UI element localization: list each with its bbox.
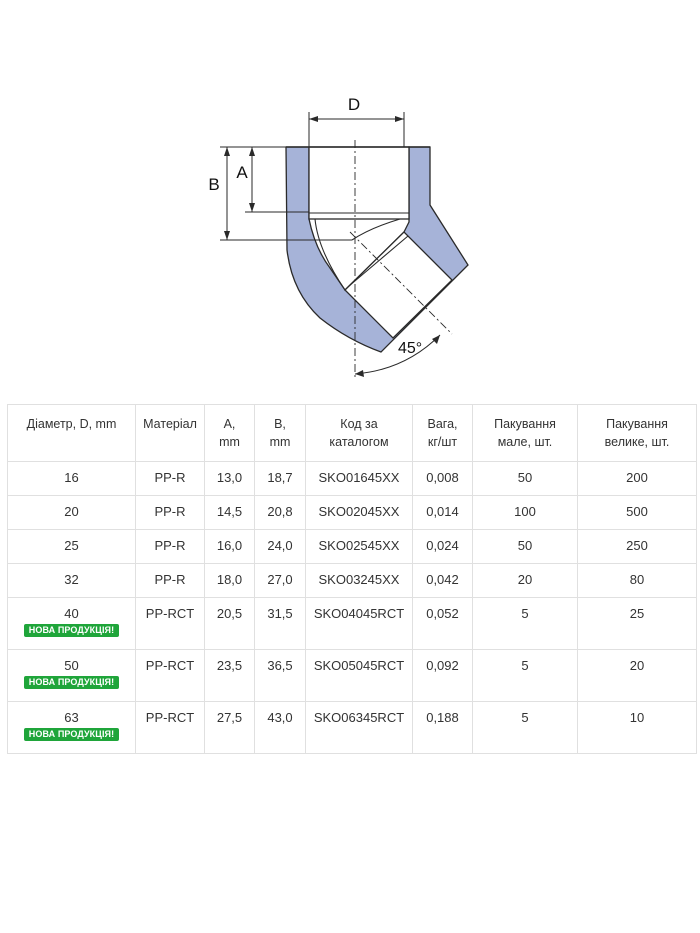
diameter-value: 40 [64,606,79,621]
table-row [8,462,697,496]
cell-weight [413,462,473,496]
diameter-value: 50 [64,658,79,673]
cell-code [306,564,413,598]
table-row [8,564,697,598]
header-weight: Вага, кг/шт [413,405,473,462]
cell-code [306,598,413,650]
angle-arrow-left [355,370,364,377]
cell-a [205,496,255,530]
material-value: PP-R [154,470,186,485]
cell-weight [413,530,473,564]
table-row [8,496,697,530]
diameter-value: 63 [64,710,79,725]
cell-diameter [8,702,136,754]
large-value: 25 [629,606,645,621]
a-value: 18,0 [216,572,243,587]
cell-weight [413,564,473,598]
cell-small [473,462,578,496]
code-value: SKO02045XX [318,504,400,519]
a-value: 27,5 [216,710,243,725]
table-row [8,650,697,702]
material-value: PP-RCT [145,710,195,725]
material-value: PP-RCT [145,658,195,673]
cell-b [255,702,306,754]
b-value: 20,8 [267,504,293,519]
cell-a [205,702,255,754]
cell-a [205,530,255,564]
cell-weight [413,496,473,530]
cell-material [136,702,205,754]
code-value: SKO02545XX [318,538,400,553]
cell-a [205,650,255,702]
elbow-45-diagram [0,0,700,400]
b-value: 27,0 [267,572,293,587]
cell-material [136,496,205,530]
cell-b [255,598,306,650]
small-value: 5 [521,710,529,725]
cell-a [205,598,255,650]
code-value: SKO01645XX [318,470,400,485]
b-value: 43,0 [267,710,293,725]
large-value: 200 [626,470,648,485]
label-a: A [236,163,248,182]
header-pack-large: Пакування велике, шт. [578,405,697,462]
table-header-row [8,405,697,462]
angle-arrow-right [432,335,440,344]
cell-diameter [8,462,136,496]
a-value: 23,5 [216,658,243,673]
cell-material [136,598,205,650]
material-value: PP-R [154,504,186,519]
small-value: 5 [521,658,529,673]
specs-table [7,404,697,754]
cell-material [136,564,205,598]
small-value: 5 [521,606,529,621]
cell-small [473,564,578,598]
code-value: SKO06345RCT [313,710,405,725]
b-arrow-bottom [224,231,230,240]
table-row [8,598,697,650]
header-a: A, mm [205,405,255,462]
b-value: 24,0 [267,538,293,553]
a-value: 16,0 [216,538,243,553]
cell-small [473,650,578,702]
cell-code [306,530,413,564]
header-b: B, mm [255,405,306,462]
cell-code [306,650,413,702]
b-value: 31,5 [267,606,293,621]
cell-material [136,530,205,564]
cell-b [255,564,306,598]
diameter-value: 16 [64,470,79,485]
large-value: 20 [629,658,645,673]
label-b: B [208,175,220,194]
weight-value: 0,024 [426,538,459,553]
cell-diameter [8,598,136,650]
label-d: D [347,95,361,114]
a-arrow-bottom [249,203,255,212]
cell-code [306,702,413,754]
weight-value: 0,014 [426,504,459,519]
code-value: SKO04045RCT [313,606,405,621]
cell-weight [413,598,473,650]
cell-diameter [8,650,136,702]
small-value: 20 [517,572,533,587]
top-socket-bore [309,147,409,219]
new-product-badge: НОВА ПРОДУКЦІЯ! [24,624,119,637]
new-product-badge: НОВА ПРОДУКЦІЯ! [24,676,119,689]
large-value: 500 [626,504,648,519]
cell-small [473,496,578,530]
header-code: Код за каталогом [306,405,413,462]
material-value: PP-RCT [145,606,195,621]
b-value: 36,5 [267,658,293,673]
weight-value: 0,092 [426,658,459,673]
cell-small [473,598,578,650]
large-value: 250 [626,538,648,553]
cell-b [255,496,306,530]
weight-value: 0,052 [426,606,459,621]
cell-code [306,462,413,496]
cell-diameter [8,496,136,530]
large-value: 10 [629,710,645,725]
cell-large [578,702,697,754]
cell-a [205,462,255,496]
new-product-badge: НОВА ПРОДУКЦІЯ! [24,728,119,741]
weight-value: 0,008 [426,470,459,485]
weight-value: 0,188 [426,710,459,725]
cell-material [136,650,205,702]
header-pack-small: Пакування мале, шт. [473,405,578,462]
b-value: 18,7 [267,470,293,485]
a-value: 14,5 [216,504,243,519]
cell-b [255,530,306,564]
cell-large [578,598,697,650]
label-angle: 45° [398,340,423,357]
small-value: 100 [514,504,536,519]
material-value: PP-R [154,538,186,553]
cell-large [578,564,697,598]
d-arrow-right [395,116,404,122]
d-arrow-left [309,116,318,122]
code-value: SKO05045RCT [313,658,405,673]
cell-diameter [8,564,136,598]
a-value: 20,5 [216,606,243,621]
cell-code [306,496,413,530]
cell-large [578,530,697,564]
code-value: SKO03245XX [318,572,400,587]
material-value: PP-R [154,572,186,587]
header-material: Матеріал [136,405,205,462]
diameter-value: 32 [64,572,79,587]
header-diameter: Діаметр, D, mm [8,405,136,462]
cell-large [578,462,697,496]
diameter-value: 20 [64,504,79,519]
cell-small [473,530,578,564]
small-value: 50 [517,538,533,553]
cell-large [578,496,697,530]
small-value: 50 [517,470,533,485]
cell-material [136,462,205,496]
cell-weight [413,702,473,754]
table-row [8,530,697,564]
diameter-value: 25 [64,538,79,553]
a-value: 13,0 [216,470,243,485]
inner-bend-2 [352,219,400,240]
table-row [8,702,697,754]
cell-weight [413,650,473,702]
cell-b [255,650,306,702]
cell-diameter [8,530,136,564]
b-arrow-top [224,147,230,156]
a-arrow-top [249,147,255,156]
cell-small [473,702,578,754]
cell-large [578,650,697,702]
cell-a [205,564,255,598]
large-value: 80 [629,572,645,587]
cell-b [255,462,306,496]
weight-value: 0,042 [426,572,459,587]
